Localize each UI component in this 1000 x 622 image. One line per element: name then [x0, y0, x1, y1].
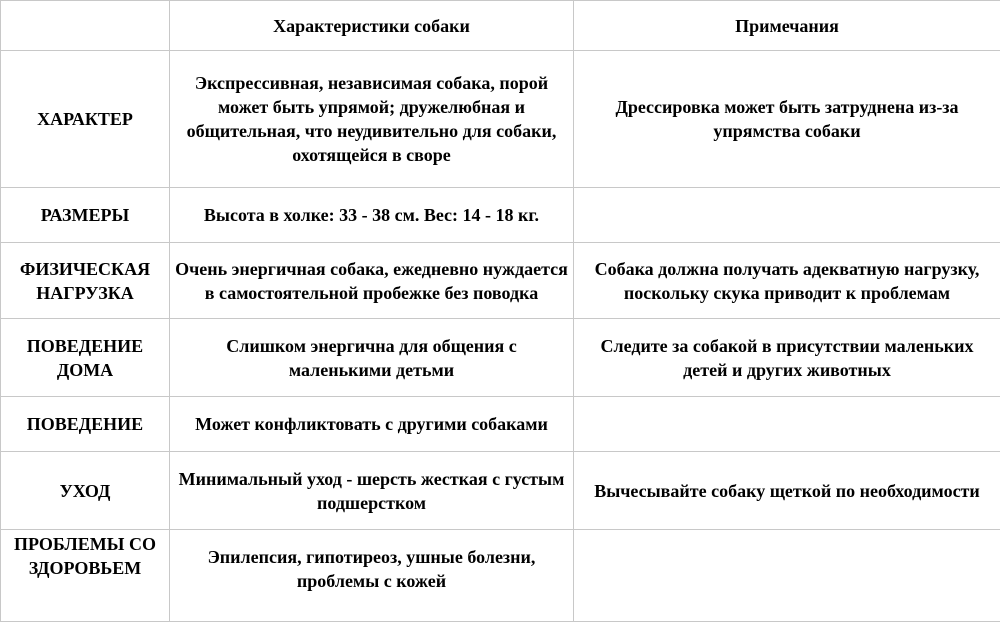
row-label: УХОД [1, 452, 170, 530]
table-row [1, 51, 1000, 188]
row-notes: Дрессировка может быть затруднена из-за упрямства собаки [574, 51, 1000, 188]
row-label: ПОВЕДЕНИЕ ДОМА [1, 319, 170, 397]
row-notes [574, 188, 1000, 243]
row-characteristics: Высота в холке: 33 - 38 см. Вес: 14 - 18 кг. [170, 188, 574, 243]
row-notes: Собака должна получать адекватную нагрузку, поскольку скука приводит к проблемам [574, 243, 1000, 319]
header-notes: Примечания [574, 1, 1000, 51]
row-label: РАЗМЕРЫ [1, 188, 170, 243]
table-row [1, 243, 1000, 319]
row-characteristics: Очень энергичная собака, ежедневно нуждается в самостоятельной пробежке без поводка [170, 243, 574, 319]
row-label: ХАРАКТЕР [1, 51, 170, 188]
row-characteristics: Минимальный уход - шерсть жесткая с густым подшерстком [170, 452, 574, 530]
row-notes: Вычесывайте собаку щеткой по необходимости [574, 452, 1000, 530]
table-row [1, 452, 1000, 530]
row-characteristics: Может конфликтовать с другими собаками [170, 397, 574, 452]
row-notes [574, 530, 1000, 622]
header-characteristics: Характеристики собаки [170, 1, 574, 51]
table-row [1, 530, 1000, 622]
row-characteristics: Экспрессивная, независимая собака, порой может быть упрямой; дружелюбная и общительная, что неудивительно для собаки, охотящейся в своре [170, 51, 574, 188]
row-notes: Следите за собакой в присутствии маленьких детей и других животных [574, 319, 1000, 397]
row-label: ПРОБЛЕМЫ СО ЗДОРОВЬЕМ [1, 530, 170, 622]
row-label: ПОВЕДЕНИЕ [1, 397, 170, 452]
row-label: ФИЗИЧЕСКАЯ НАГРУЗКА [1, 243, 170, 319]
table-row [1, 319, 1000, 397]
table-row [1, 188, 1000, 243]
table-row [1, 397, 1000, 452]
row-characteristics: Эпилепсия, гипотиреоз, ушные болезни, проблемы с кожей [170, 530, 574, 622]
table-header-row [1, 1, 1000, 51]
row-characteristics: Слишком энергична для общения с маленькими детьми [170, 319, 574, 397]
header-label-cell [1, 1, 170, 51]
row-notes [574, 397, 1000, 452]
